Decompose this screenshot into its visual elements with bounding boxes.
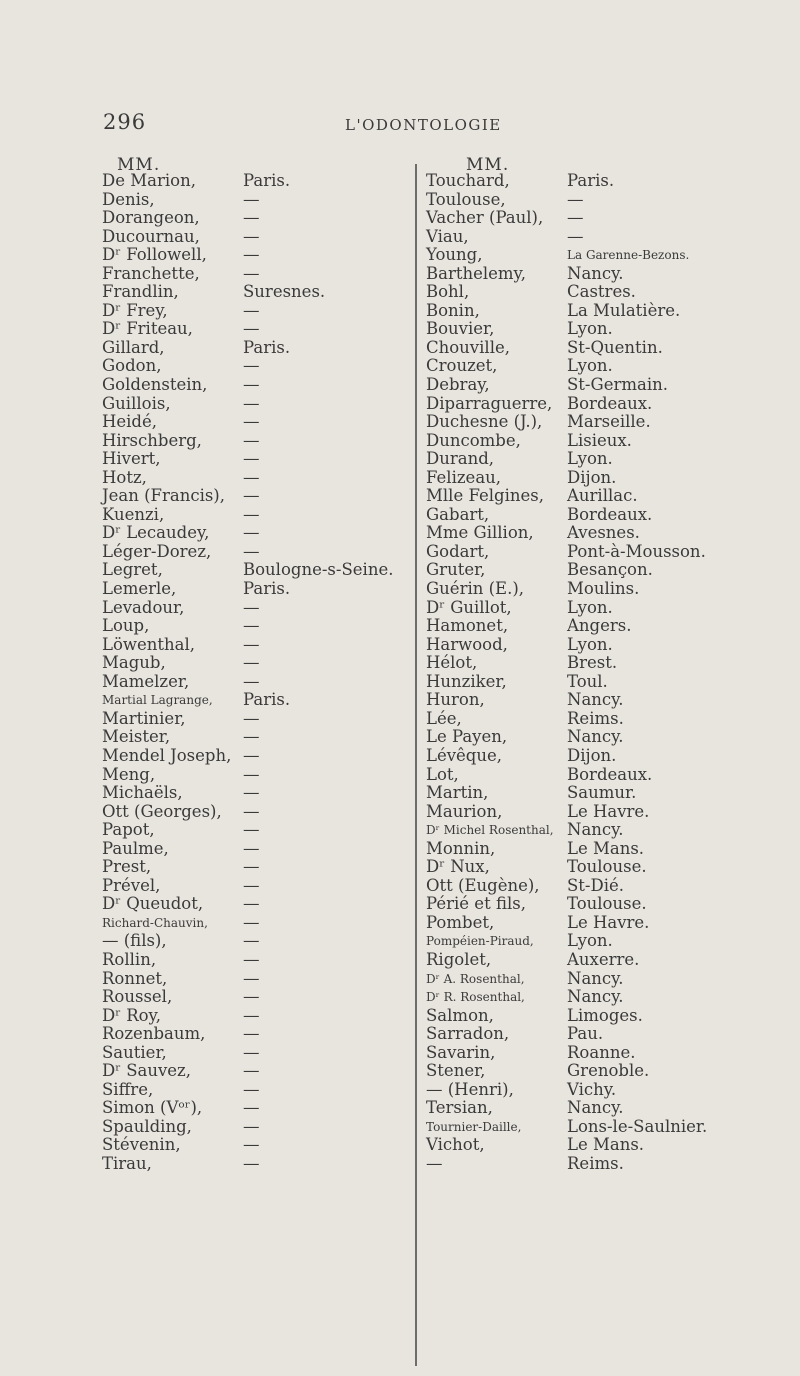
member-name: Dʳ A. Rosenthal, — [426, 971, 525, 986]
member-name: Dʳ Queudot, — [102, 894, 204, 914]
member-city: Marseille. — [567, 412, 651, 432]
member-city: — — [243, 541, 260, 561]
member-name: Mlle Felgines, — [426, 486, 544, 506]
member-name: Lemerle, — [102, 579, 177, 599]
member-name: Meister, — [102, 727, 171, 747]
member-city: Moulins. — [567, 579, 640, 599]
column-divider — [415, 164, 417, 1366]
member-city: — — [243, 393, 260, 413]
member-city: Angers. — [567, 616, 632, 636]
member-name: Michaëls, — [102, 783, 183, 803]
member-name: Loup, — [102, 616, 150, 636]
member-city: — — [243, 467, 260, 487]
member-city: — — [243, 504, 260, 524]
member-name: Ronnet, — [102, 968, 168, 988]
member-name: Heidé, — [102, 412, 158, 432]
member-name: Rigolet, — [426, 949, 492, 969]
member-name: Duchesne (J.), — [426, 412, 543, 432]
member-name: Touchard, — [426, 171, 510, 190]
member-name: Guérin (E.), — [426, 579, 525, 599]
member-name: Tournier-Daille, — [426, 1119, 522, 1134]
member-city: — — [567, 189, 584, 209]
member-name: Magub, — [102, 653, 166, 673]
member-city: Pont-à-Mousson. — [567, 541, 706, 561]
member-name: Jean (Francis), — [102, 486, 225, 506]
member-name: Dʳ Guillot, — [426, 597, 512, 617]
member-name: Lée, — [426, 708, 462, 728]
member-name: Ducournau, — [102, 226, 200, 246]
member-name: Chouville, — [426, 337, 510, 357]
member-name: Dʳ Followell, — [102, 245, 207, 265]
member-name: Ott (Georges), — [102, 801, 222, 821]
member-city: Nancy. — [567, 263, 624, 283]
member-city: Bordeaux. — [567, 764, 653, 784]
member-name: Dʳ Friteau, — [102, 319, 193, 339]
member-name: Bouvier, — [426, 319, 495, 339]
member-city: — — [243, 783, 260, 803]
member-city: Brest. — [567, 653, 618, 673]
member-city: Grenoble. — [567, 1061, 650, 1081]
member-city: — — [243, 653, 260, 673]
member-city: — — [243, 838, 260, 858]
member-city: — — [243, 300, 260, 320]
member-name: Mendel Joseph, — [102, 745, 232, 765]
member-name: Barthelemy, — [426, 263, 526, 283]
member-city: Nancy. — [567, 820, 624, 840]
member-city: Reims. — [567, 1153, 624, 1173]
member-name: Diparraguerre, — [426, 393, 553, 413]
member-city: — — [243, 968, 260, 988]
member-city: Paris. — [243, 171, 291, 190]
member-name: Maurion, — [426, 801, 503, 821]
member-city: — — [243, 671, 260, 691]
running-head: L'ODONTOLOGIE — [345, 116, 502, 134]
member-name: Pombet, — [426, 912, 495, 932]
member-name: Rozenbaum, — [102, 1024, 206, 1044]
member-name: Vacher (Paul), — [426, 208, 544, 228]
member-city: Saumur. — [567, 783, 637, 803]
member-city: Paris. — [243, 579, 291, 599]
member-city: Lyon. — [567, 634, 613, 654]
member-city: Besançon. — [567, 560, 653, 580]
member-city: — — [243, 375, 260, 395]
member-city: Lisieux. — [567, 430, 632, 450]
member-city: — — [243, 245, 260, 265]
member-name: Vichot, — [426, 1135, 485, 1155]
member-name: Franchette, — [102, 263, 200, 283]
member-name: Kuenzi, — [102, 504, 165, 524]
member-name: Durand, — [426, 449, 495, 469]
member-city: — — [243, 189, 260, 209]
member-name: Dʳ Roy, — [102, 1005, 161, 1025]
member-name: Löwenthal, — [102, 634, 196, 654]
member-name: Tersian, — [426, 1098, 493, 1118]
member-name: Young, — [426, 245, 483, 265]
member-name: Tirau, — [102, 1153, 152, 1173]
member-city: Le Havre. — [567, 801, 650, 821]
member-city: Paris. — [567, 171, 615, 190]
member-name: Dʳ Nux, — [426, 857, 490, 877]
member-city: — — [243, 727, 260, 747]
member-name: De Marion, — [102, 171, 196, 190]
member-city: St-Quentin. — [567, 337, 663, 357]
member-name: Hunziker, — [426, 671, 507, 691]
member-city: — — [243, 820, 260, 840]
member-city: — — [243, 708, 260, 728]
member-city: La Garenne-Bezons. — [567, 248, 690, 263]
member-city: — — [567, 226, 584, 246]
member-city: — — [567, 208, 584, 228]
member-city: Dijon. — [567, 467, 617, 487]
member-city: Nancy. — [567, 1098, 624, 1118]
member-city: Lyon. — [567, 319, 613, 339]
member-city: Paris. — [243, 337, 291, 357]
member-city: — — [243, 597, 260, 617]
member-name: Hotz, — [102, 467, 147, 487]
member-city: Lons-le-Saulnier. — [567, 1116, 708, 1136]
member-city: — — [243, 412, 260, 432]
member-city: Toulouse. — [567, 857, 647, 877]
member-name: Mamelzer, — [102, 671, 190, 691]
member-city: Nancy. — [567, 968, 624, 988]
member-name: Goldenstein, — [102, 375, 208, 395]
member-name: Papot, — [102, 820, 155, 840]
member-name: Martial Lagrange, — [102, 693, 213, 708]
member-name: Gruter, — [426, 560, 486, 580]
member-city: — — [243, 1153, 260, 1173]
member-name: Martin, — [426, 783, 489, 803]
member-city: — — [243, 801, 260, 821]
member-city: — — [243, 931, 260, 951]
member-city: Avesnes. — [567, 523, 640, 543]
member-name: Huron, — [426, 690, 485, 710]
member-name: Léger-Dorez, — [102, 541, 212, 561]
member-city: Toul. — [567, 671, 608, 691]
member-name: Périé et fils, — [426, 894, 526, 914]
member-name: Richard-Chauvin, — [102, 915, 208, 930]
member-name: Salmon, — [426, 1005, 494, 1025]
member-name: Rollin, — [102, 949, 157, 969]
member-city: Boulogne-s-Seine. — [243, 560, 394, 580]
member-name: Bonin, — [426, 300, 480, 320]
member-city: — — [243, 1042, 260, 1062]
member-city: Nancy. — [567, 987, 624, 1007]
member-name: Monnin, — [426, 838, 496, 858]
member-city: Nancy. — [567, 690, 624, 710]
member-city: Bordeaux. — [567, 504, 653, 524]
member-name: Roussel, — [102, 987, 173, 1007]
member-city: St-Germain. — [567, 375, 668, 395]
member-city: Paris. — [243, 690, 291, 710]
member-city: Auxerre. — [567, 949, 640, 969]
member-city: — — [243, 208, 260, 228]
member-city: — — [243, 1135, 260, 1155]
member-name: Legret, — [102, 560, 163, 580]
member-name: Prest, — [102, 857, 152, 877]
member-name: Viau, — [426, 226, 469, 246]
member-city: — — [243, 745, 260, 765]
member-name: Hivert, — [102, 449, 161, 469]
member-name: Le Payen, — [426, 727, 508, 747]
member-city: — — [243, 949, 260, 969]
member-name: Gabart, — [426, 504, 490, 524]
member-city: — — [243, 875, 260, 895]
member-city: — — [243, 1079, 260, 1099]
member-name: Hélot, — [426, 653, 478, 673]
member-name: Paulme, — [102, 838, 169, 858]
left-column-header: MM. — [117, 155, 161, 175]
member-name: Harwood, — [426, 634, 508, 654]
member-name: Dʳ Lecaudey, — [102, 523, 210, 543]
member-name: Siffre, — [102, 1079, 154, 1099]
member-city: Reims. — [567, 708, 624, 728]
member-name: Lévêque, — [426, 745, 503, 765]
member-name: Stévenin, — [102, 1135, 181, 1155]
member-city: Toulouse. — [567, 894, 647, 914]
member-name: Pompéien-Piraud, — [426, 934, 534, 949]
member-name: Felizeau, — [426, 467, 502, 487]
member-city: Vichy. — [567, 1079, 617, 1099]
member-city: — — [243, 1024, 260, 1044]
member-name: Dʳ R. Rosenthal, — [426, 990, 525, 1005]
member-name: Prével, — [102, 875, 161, 895]
member-name: Hirschberg, — [102, 430, 202, 450]
member-city: — — [243, 1061, 260, 1081]
member-city: — — [243, 857, 260, 877]
member-name: Dʳ Sauvez, — [102, 1061, 191, 1081]
member-city: — — [243, 449, 260, 469]
member-name: Debray, — [426, 375, 490, 395]
member-city: Lyon. — [567, 356, 613, 376]
member-name: Levadour, — [102, 597, 185, 617]
member-city: Bordeaux. — [567, 393, 653, 413]
member-name: Martinier, — [102, 708, 186, 728]
member-name: — (Henri), — [426, 1079, 514, 1099]
member-city: Le Mans. — [567, 1135, 645, 1155]
member-city: — — [243, 912, 260, 932]
member-city: — — [243, 616, 260, 636]
member-name: Dorangeon, — [102, 208, 200, 228]
member-name: Toulouse, — [426, 189, 506, 209]
member-city: Lyon. — [567, 449, 613, 469]
member-name: Mme Gillion, — [426, 523, 534, 543]
member-city: — — [243, 263, 260, 283]
member-city: — — [243, 319, 260, 339]
member-name: Ott (Eugène), — [426, 875, 540, 895]
member-name: Denis, — [102, 189, 155, 209]
member-name: Guillois, — [102, 393, 171, 413]
member-name: Hamonet, — [426, 616, 509, 636]
right-column-header: MM. — [466, 155, 510, 175]
page-number: 296 — [103, 110, 147, 134]
member-name: Lot, — [426, 764, 459, 784]
member-city: La Mulatière. — [567, 300, 681, 320]
member-city: Roanne. — [567, 1042, 636, 1062]
member-city: Dijon. — [567, 745, 617, 765]
member-name: Savarin, — [426, 1042, 496, 1062]
member-name: Stener, — [426, 1061, 486, 1081]
member-city: Aurillac. — [567, 486, 638, 506]
member-name: Crouzet, — [426, 356, 498, 376]
member-name: — — [426, 1153, 443, 1173]
member-city: Castres. — [567, 282, 636, 302]
member-city: — — [243, 894, 260, 914]
member-name: Meng, — [102, 764, 156, 784]
member-city: Limoges. — [567, 1005, 643, 1025]
member-name: — (fils), — [102, 931, 167, 951]
member-name: Simon (Vᵒʳ), — [102, 1098, 203, 1118]
member-name: Dʳ Michel Rosenthal, — [426, 823, 554, 838]
member-name: Godart, — [426, 541, 490, 561]
member-name: Sarradon, — [426, 1024, 510, 1044]
member-city: Le Mans. — [567, 838, 645, 858]
member-city: — — [243, 486, 260, 506]
member-city: — — [243, 226, 260, 246]
member-city: — — [243, 764, 260, 784]
member-name: Sautier, — [102, 1042, 167, 1062]
member-city: Le Havre. — [567, 912, 650, 932]
member-city: Nancy. — [567, 727, 624, 747]
member-city: Suresnes. — [243, 282, 326, 302]
member-city: — — [243, 987, 260, 1007]
member-city: — — [243, 356, 260, 376]
member-name: Frandlin, — [102, 282, 179, 302]
member-city: — — [243, 1098, 260, 1118]
member-city: — — [243, 1116, 260, 1136]
member-name: Godon, — [102, 356, 162, 376]
member-name: Dʳ Frey, — [102, 300, 168, 320]
member-city: St-Dié. — [567, 875, 625, 895]
member-name: Gillard, — [102, 337, 165, 357]
member-city: Pau. — [567, 1024, 604, 1044]
member-city: — — [243, 634, 260, 654]
member-city: — — [243, 430, 260, 450]
member-city: Lyon. — [567, 597, 613, 617]
member-name: Bohl, — [426, 282, 470, 302]
member-name: Spaulding, — [102, 1116, 192, 1136]
member-city: Lyon. — [567, 931, 613, 951]
member-city: — — [243, 523, 260, 543]
member-city: — — [243, 1005, 260, 1025]
member-name: Duncombe, — [426, 430, 521, 450]
